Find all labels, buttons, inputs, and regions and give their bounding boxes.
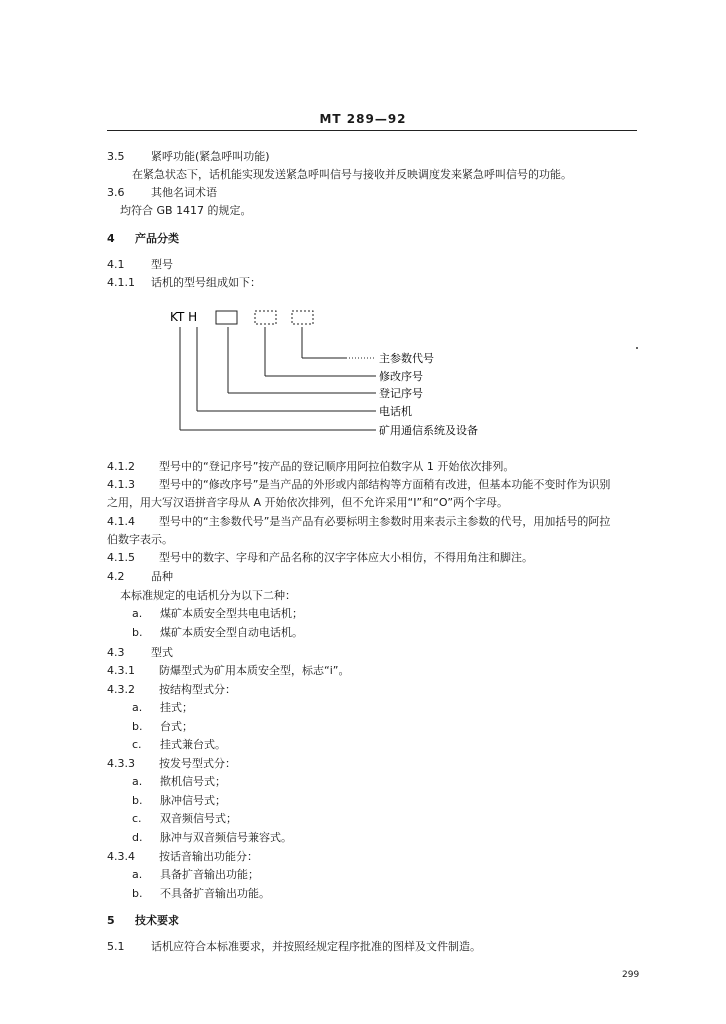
list-item: [132, 775, 226, 789]
section-4-3-heading: [107, 646, 173, 660]
section-title: 其他名词术语: [151, 186, 217, 199]
section-3-5-body: 在紧急状态下，话机能实现发送紧急呼叫信号与接收并反映调度发来紧急呼叫信号的功能。: [132, 168, 572, 181]
item-letter: b.: [132, 887, 143, 900]
section-4-1-4: [107, 515, 610, 529]
section-number: 4.3.2: [107, 683, 135, 696]
item-text: 脉冲与双音频信号兼容式。: [160, 831, 292, 844]
item-letter: c.: [132, 812, 142, 825]
section-number: 5.1: [107, 940, 125, 953]
section-number: 4.1.5: [107, 551, 135, 564]
section-title: 产品分类: [135, 232, 179, 245]
section-title: 紧呼功能(紧急呼叫功能): [151, 150, 270, 163]
list-item: [132, 812, 237, 826]
item-text: 揿机信号式；: [160, 775, 226, 788]
section-4-3-2-heading: [107, 683, 236, 697]
section-4-1-5: [107, 551, 533, 565]
list-item: [132, 720, 193, 734]
section-text: 型号中的数字、字母和产品名称的汉字字体应大小相仿，不得用角注和脚注。: [159, 551, 533, 564]
section-5-heading: [107, 914, 179, 928]
registration-number-box: [216, 311, 237, 324]
revision-number-box: [255, 311, 276, 324]
item-letter: c.: [132, 738, 142, 751]
section-number: 4.1.2: [107, 460, 135, 473]
list-item: [132, 794, 226, 808]
section-4-1-1: [107, 276, 261, 290]
label-registration-number: 登记序号: [379, 387, 423, 400]
section-text: 防爆型式为矿用本质安全型，标志“i”。: [159, 664, 350, 677]
list-item: [132, 887, 270, 901]
section-4-heading: [107, 232, 179, 246]
list-item: [132, 738, 226, 752]
section-number: 3.5: [107, 150, 125, 163]
section-title: 按结构型式分：: [159, 683, 236, 696]
item-letter: a.: [132, 607, 143, 620]
item-letter: b.: [132, 794, 143, 807]
page-number: 299: [622, 970, 640, 980]
section-4-1-heading: [107, 258, 173, 272]
label-mining-communication: 矿用通信系统及设备: [379, 424, 478, 437]
item-text: 具备扩音输出功能；: [160, 868, 259, 881]
section-number: 4.3.4: [107, 850, 135, 863]
section-4-2-heading: [107, 570, 173, 584]
section-4-1-4-cont: 伯数字表示。: [107, 533, 173, 546]
section-4-3-4-heading: [107, 850, 258, 864]
section-title: 型号: [151, 258, 173, 271]
section-text: 话机应符合本标准要求，并按照经规定程序批准的图样及文件制造。: [151, 940, 481, 953]
section-number: 4.1.1: [107, 276, 135, 289]
section-number: 4.3: [107, 646, 125, 659]
header-rule: [107, 130, 637, 131]
item-text: 双音频信号式；: [160, 812, 237, 825]
section-number: 4.3.3: [107, 757, 135, 770]
item-letter: b.: [132, 720, 143, 733]
item-letter: a.: [132, 868, 143, 881]
main-parameter-code-box: [292, 311, 313, 324]
item-letter: b.: [132, 626, 143, 639]
section-number: 4.1: [107, 258, 125, 271]
label-revision-number: 修改序号: [379, 370, 423, 383]
model-number-diagram-svg: [160, 304, 540, 440]
section-title: 技术要求: [135, 914, 179, 927]
section-number: 4.1.3: [107, 478, 135, 491]
section-number: 5: [107, 914, 115, 927]
item-text: 挂式；: [160, 701, 193, 714]
model-prefix-text: KT H: [170, 310, 198, 324]
section-title: 型式: [151, 646, 173, 659]
section-number: 4.1.4: [107, 515, 135, 528]
label-telephone: 电话机: [379, 405, 412, 418]
item-letter: a.: [132, 775, 143, 788]
item-text: 台式；: [160, 720, 193, 733]
section-title: 品种: [151, 570, 173, 583]
section-3-6-body: 均符合 GB 1417 的规定。: [120, 204, 252, 217]
section-3-5-heading: [107, 150, 270, 164]
section-4-3-3-heading: [107, 757, 236, 771]
item-letter: d.: [132, 831, 143, 844]
item-text: 煤矿本质安全型共电电话机；: [160, 607, 303, 620]
item-letter: a.: [132, 701, 143, 714]
section-title: 按发号型式分：: [159, 757, 236, 770]
section-4-1-3: [107, 478, 610, 492]
model-number-diagram: [160, 304, 540, 444]
list-item: [132, 701, 193, 715]
section-3-6-heading: [107, 186, 217, 200]
section-5-1: [107, 940, 481, 954]
list-item: [132, 868, 259, 882]
section-number: 3.6: [107, 186, 125, 199]
item-text: 煤矿本质安全型自动电话机。: [160, 626, 303, 639]
section-text: 型号中的“登记序号”按产品的登记顺序用阿拉伯数字从 1 开始依次排列。: [159, 460, 515, 473]
section-number: 4.2: [107, 570, 125, 583]
stray-mark: [636, 347, 638, 349]
item-text: 脉冲信号式；: [160, 794, 226, 807]
item-text: 挂式兼台式。: [160, 738, 226, 751]
section-4-1-2: [107, 460, 514, 474]
section-text: 话机的型号组成如下：: [151, 276, 261, 289]
label-main-parameter-code: 主参数代号: [379, 352, 434, 365]
section-4-2-intro: 本标准规定的电话机分为以下二种：: [120, 589, 296, 602]
section-number: 4.3.1: [107, 664, 135, 677]
standard-code-header: MT 289—92: [319, 112, 407, 126]
list-item: [132, 607, 303, 621]
section-text-line1: 型号中的“修改序号”是当产品的外形或内部结构等方面稍有改进，但基本功能不变时作为识别: [159, 478, 611, 491]
section-4-3-1: [107, 664, 349, 678]
section-title: 按话音输出功能分：: [159, 850, 258, 863]
section-number: 4: [107, 232, 115, 245]
list-item: [132, 831, 292, 845]
list-item: [132, 626, 303, 640]
section-4-1-3-cont: 之用，用大写汉语拼音字母从 A 开始依次排列，但不允许采用“I”和“O”两个字母。: [107, 496, 509, 509]
item-text: 不具备扩音输出功能。: [160, 887, 270, 900]
section-text-line1: 型号中的“主参数代号”是当产品有必要标明主参数时用来表示主参数的代号，用加括号的阿拉: [159, 515, 611, 528]
